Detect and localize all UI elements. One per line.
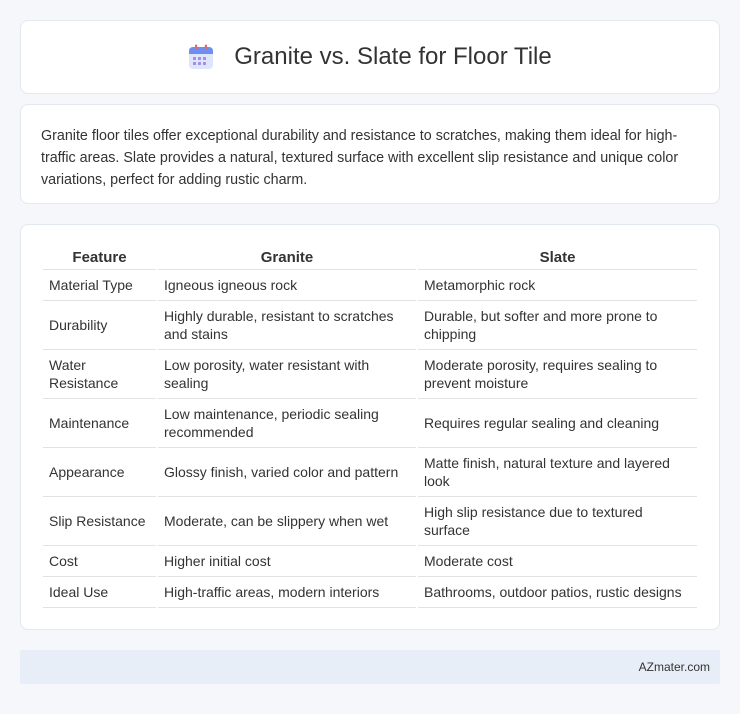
- summary-text: Granite floor tiles offer exceptional durability and resistance to scratches, making them ideal for high-traffic areas. Slate provides a natural, textured surface with excellent slip resistance and unique color variations, perfect for adding rustic charm.: [41, 128, 679, 188]
- table-row: [43, 577, 697, 608]
- footer-source-link[interactable]: AZmater.com: [638, 660, 710, 674]
- summary-card: [20, 104, 720, 204]
- header-granite: Granite: [158, 247, 416, 270]
- slate-cell: Matte finish, natural texture and layered look: [418, 448, 697, 497]
- page-title: Granite vs. Slate for Floor Tile: [234, 43, 552, 70]
- calendar-icon: [188, 44, 214, 70]
- feature-cell: Water Resistance: [43, 350, 156, 399]
- table-row: [43, 448, 697, 497]
- feature-cell: Maintenance: [43, 399, 156, 448]
- feature-cell: Slip Resistance: [43, 497, 156, 546]
- feature-cell: Appearance: [43, 448, 156, 497]
- table-header-row: [43, 247, 697, 270]
- feature-cell: Durability: [43, 301, 156, 350]
- title-card: [20, 20, 720, 94]
- feature-cell: Cost: [43, 546, 156, 577]
- table-row: [43, 350, 697, 399]
- table-row: [43, 546, 697, 577]
- granite-cell: Igneous igneous rock: [158, 270, 416, 301]
- granite-cell: Highly durable, resistant to scratches and stains: [158, 301, 416, 350]
- footer: [20, 650, 720, 684]
- slate-cell: Moderate cost: [418, 546, 697, 577]
- slate-cell: Durable, but softer and more prone to chipping: [418, 301, 697, 350]
- slate-cell: Moderate porosity, requires sealing to prevent moisture: [418, 350, 697, 399]
- table-row: [43, 270, 697, 301]
- granite-cell: High-traffic areas, modern interiors: [158, 577, 416, 608]
- slate-cell: Requires regular sealing and cleaning: [418, 399, 697, 448]
- header-slate: Slate: [418, 247, 697, 270]
- comparison-table-card: [20, 224, 720, 630]
- table-row: [43, 497, 697, 546]
- granite-cell: Glossy finish, varied color and pattern: [158, 448, 416, 497]
- feature-cell: Ideal Use: [43, 577, 156, 608]
- comparison-table: [41, 247, 699, 608]
- header-feature: Feature: [43, 247, 156, 270]
- granite-cell: Low porosity, water resistant with sealing: [158, 350, 416, 399]
- granite-cell: Higher initial cost: [158, 546, 416, 577]
- slate-cell: Bathrooms, outdoor patios, rustic designs: [418, 577, 697, 608]
- slate-cell: High slip resistance due to textured surface: [418, 497, 697, 546]
- table-row: [43, 301, 697, 350]
- slate-cell: Metamorphic rock: [418, 270, 697, 301]
- feature-cell: Material Type: [43, 270, 156, 301]
- granite-cell: Low maintenance, periodic sealing recommended: [158, 399, 416, 448]
- table-row: [43, 399, 697, 448]
- granite-cell: Moderate, can be slippery when wet: [158, 497, 416, 546]
